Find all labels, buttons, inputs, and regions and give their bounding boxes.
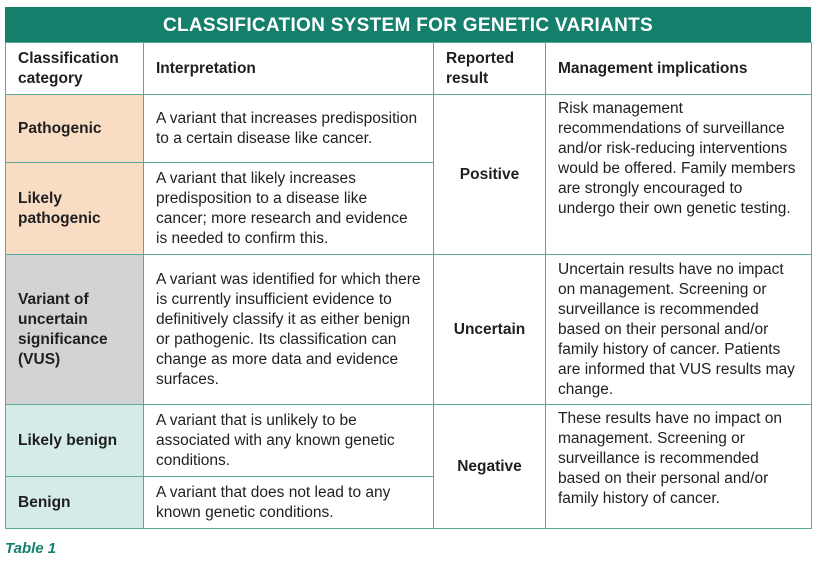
header-row	[6, 43, 812, 95]
result-negative: Negative	[434, 405, 546, 529]
interpretation-pathogenic: A variant that increases predisposition to a certain disease like cancer.	[144, 95, 434, 163]
management-negative: These results have no impact on management. Screening or surveillance is recommended based on their personal and/or family history of cancer.	[546, 405, 812, 529]
management-uncertain: Uncertain results have no impact on management. Screening or surveillance is recommended based on their personal and/or family history of cancer. Patients are informed that VUS results may change.	[546, 255, 812, 405]
category-benign: Benign	[6, 477, 144, 529]
result-uncertain: Uncertain	[434, 255, 546, 405]
header-management: Management implications	[546, 43, 812, 95]
table-row	[6, 405, 812, 477]
classification-table	[5, 42, 812, 529]
category-vus: Variant of uncertain significance (VUS)	[6, 255, 144, 405]
header-interpretation: Interpretation	[144, 43, 434, 95]
category-likely-benign: Likely benign	[6, 405, 144, 477]
table-row	[6, 255, 812, 405]
interpretation-likely-pathogenic: A variant that likely increases predisposition to a disease like cancer; more research and evidence is needed to confirm this.	[144, 163, 434, 255]
interpretation-benign: A variant that does not lead to any known genetic conditions.	[144, 477, 434, 529]
table-row	[6, 95, 812, 163]
header-category: Classification category	[6, 43, 144, 95]
classification-table-figure	[5, 7, 811, 529]
category-likely-pathogenic: Likely pathogenic	[6, 163, 144, 255]
interpretation-vus: A variant was identified for which there is currently insufficient evidence to definitively classify it as either benign or pathogenic. Its classification can change as more data and evidence surfaces.	[144, 255, 434, 405]
interpretation-likely-benign: A variant that is unlikely to be associated with any known genetic conditions.	[144, 405, 434, 477]
result-positive: Positive	[434, 95, 546, 255]
management-positive: Risk management recommendations of surveillance and/or risk-reducing interventions would be offered. Family members are strongly encouraged to undergo their own genetic testing.	[546, 95, 812, 255]
table-caption: Table 1	[5, 540, 57, 557]
header-result: Reported result	[434, 43, 546, 95]
category-pathogenic: Pathogenic	[6, 95, 144, 163]
table-title: CLASSIFICATION SYSTEM FOR GENETIC VARIANTS	[5, 7, 811, 42]
